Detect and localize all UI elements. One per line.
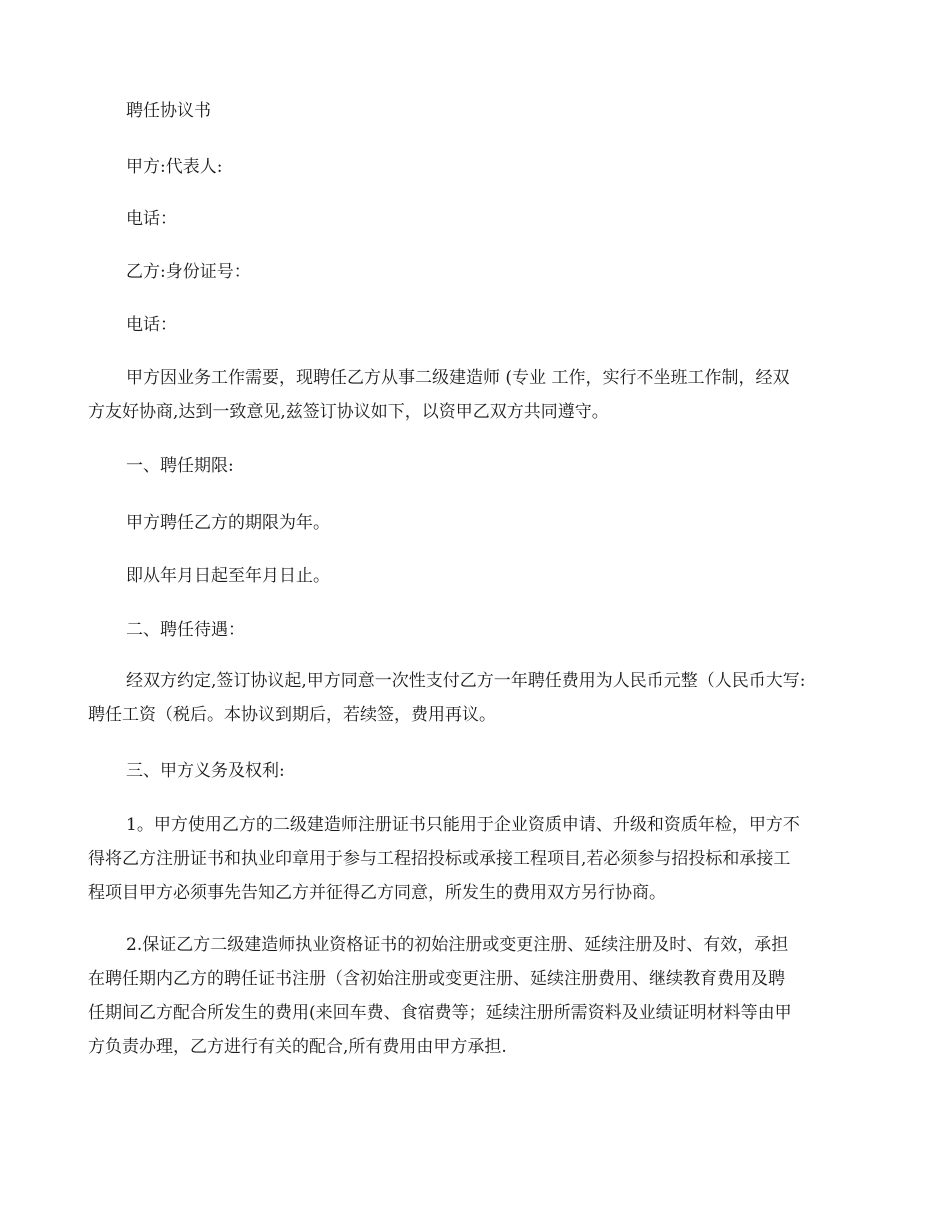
section2-line: 经双方约定,签订协议起,甲方同意一次性支付乙方一年聘任费用为人民币元整（人民币大写: — [126, 671, 806, 691]
item1-line: 程项目甲方必须事先告知乙方并征得乙方同意，所发生的费用双方另行协商。 — [88, 883, 666, 903]
item1-line: 得将乙方注册证书和执业印章用于参与工程招投标或承接工程项目,若必须参与招投标和承接工 — [88, 849, 791, 869]
item2-line: 任期间乙方配合所发生的费用(来回车费、食宿费等；延续注册所需资料及业绩证明材料等由甲 — [88, 1003, 792, 1023]
item2-paragraph — [88, 928, 860, 1064]
item2-line: 2.保证乙方二级建造师执业资格证书的初始注册或变更注册、延续注册及时、有效，承担 — [126, 935, 789, 955]
intro-line: 方友好协商,达到一致意见,兹签订协议如下，以资甲乙双方共同遵守。 — [88, 402, 609, 422]
party-b-line: 乙方:身份证号： — [126, 262, 251, 282]
section1-dates: 即从年月日起至年月日止。 — [126, 566, 330, 586]
document-title: 聘任协议书 — [126, 101, 211, 121]
section2-line: 聘任工资（税后。本协议到期后，若续签，费用再议。 — [88, 705, 496, 725]
party-b-phone: 电话： — [126, 315, 177, 335]
item2-line: 在聘任期内乙方的聘任证书注册（含初始注册或变更注册、延续注册费用、继续教育费用及聘 — [88, 969, 785, 989]
section2-heading: 二、聘任待遇： — [126, 620, 245, 640]
item1-line: 1。甲方使用乙方的二级建造师注册证书只能用于企业资质申请、升级和资质年检，甲方不 — [126, 815, 800, 835]
section3-heading: 三、甲方义务及权利: — [126, 761, 285, 781]
party-a-phone: 电话： — [126, 209, 177, 229]
section2-paragraph — [88, 664, 860, 732]
intro-line: 甲方因业务工作需要，现聘任乙方从事二级建造师 (专业 工作，实行不坐班工作制，经双 — [126, 368, 790, 388]
party-a-line: 甲方:代表人: — [126, 157, 223, 177]
item2-line: 方负责办理，乙方进行有关的配合,所有费用由甲方承担. — [88, 1037, 507, 1057]
section1-heading: 一、聘任期限: — [126, 456, 234, 476]
section1-term: 甲方聘任乙方的期限为年。 — [126, 513, 330, 533]
intro-paragraph — [88, 361, 860, 429]
item1-paragraph — [88, 808, 860, 910]
